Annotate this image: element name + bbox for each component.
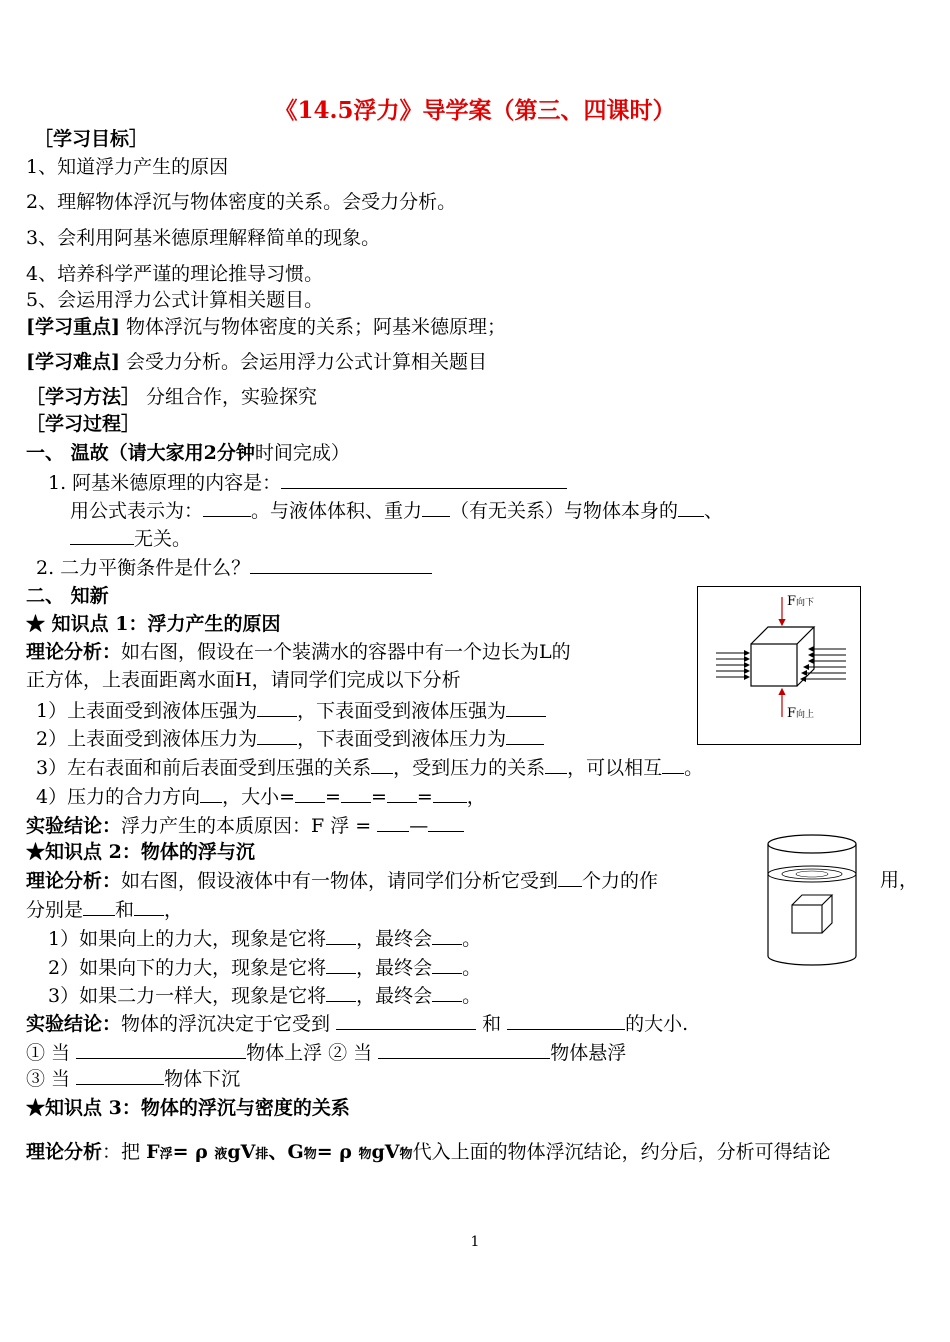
c3-c: 。 (462, 985, 482, 1007)
r2: ② 当 (328, 1042, 379, 1064)
answer-blank[interactable] (371, 755, 393, 774)
page-number: 1 (470, 1234, 480, 1250)
k3-rho-sub2: 物 (358, 1147, 372, 1162)
k1-analysis (26, 640, 571, 664)
objectives-heading: ［学习目标］ (34, 128, 149, 150)
k2-analysis-f: ， (164, 899, 184, 921)
answer-blank[interactable] (203, 498, 251, 517)
cube-pressure-figure (697, 586, 861, 745)
beaker-diagram (764, 832, 864, 972)
k1-step-4 (36, 784, 486, 809)
review-q1-formula (70, 498, 723, 523)
answer-blank[interactable] (83, 897, 115, 916)
key-point-label: [学习重点] (26, 316, 120, 338)
s4-eq: = (370, 786, 387, 808)
answer-blank[interactable] (432, 983, 462, 1002)
answer-blank[interactable] (295, 784, 325, 803)
k3-gv2: gV (371, 1141, 400, 1163)
k3-f: F (146, 1141, 160, 1163)
k2-analysis-c: 用， (880, 869, 919, 891)
answer-blank[interactable] (432, 955, 462, 974)
k2-title: ★知识点 2：物体的浮与沉 (26, 841, 255, 863)
s3-b: ，受到压力的关系 (393, 757, 546, 779)
c3-a: 3）如果二力一样大，现象是它将 (48, 985, 327, 1007)
method-label: ［学习方法］ (26, 386, 141, 408)
q1-end-text: 无关。 (134, 528, 192, 550)
force-up-f: F (787, 706, 797, 721)
review-q1 (48, 470, 567, 495)
k1-conclusion (26, 813, 464, 838)
process-heading: ［学习过程］ (26, 413, 141, 435)
s3-a: 3）左右表面和前后表面受到压强的关系 (36, 757, 372, 779)
s2-b: ，下表面受到液体压力为 (297, 728, 507, 750)
k1-analysis-label: 理论分析： (26, 641, 122, 663)
answer-blank[interactable] (250, 555, 432, 574)
k3-analysis-label: 理论分析 (26, 1141, 103, 1163)
k2-analysis-e: 和 (115, 899, 135, 921)
answer-blank[interactable] (558, 868, 582, 887)
answer-blank[interactable] (70, 526, 134, 545)
difficulty-text: 会受力分析。会运用浮力公式计算相关题目 (119, 351, 488, 373)
answer-blank[interactable] (432, 926, 462, 945)
k1-title: ★ 知识点 1：浮力产生的原因 (26, 613, 281, 635)
review-heading-a: 一、 温故（请大家用 (26, 442, 204, 464)
review-q1-end (70, 526, 191, 551)
difficulty (26, 350, 487, 374)
k1-analysis-cont: 正方体，上表面距离水面H，请同学们完成以下分析 (26, 669, 461, 691)
s4-eq: = (325, 786, 341, 808)
k2-analysis-cont (26, 897, 183, 922)
k3-tail: 代入上面的物体浮沉结论，约分后，分析可得结论 (412, 1141, 831, 1163)
key-point-text: 物体浮沉与物体密度的关系；阿基米德原理； (119, 316, 507, 338)
s3-c: ，可以相互 (567, 757, 663, 779)
c1-c: 。 (462, 928, 482, 950)
beaker-figure (764, 832, 864, 976)
force-down-f: F (787, 594, 797, 609)
c1-b: ，最终会 (356, 928, 433, 950)
r1-end: 物体上浮 (246, 1042, 329, 1064)
answer-blank[interactable] (281, 470, 567, 489)
k3-g-sub: 物 (303, 1147, 317, 1162)
objective-item: 2、理解物体浮沉与物体密度的关系。会受力分析。 (26, 191, 457, 213)
k3-analysis (26, 1140, 831, 1167)
key-point (26, 315, 506, 339)
review-q2 (36, 555, 432, 580)
review-heading-c: 时间完成） (254, 442, 350, 464)
r2-end: 物体悬浮 (550, 1042, 627, 1064)
answer-blank[interactable] (76, 1066, 164, 1085)
c2-c: 。 (462, 957, 482, 979)
answer-blank[interactable] (134, 897, 164, 916)
c1-a: 1）如果向上的力大，现象是它将 (48, 928, 327, 950)
k3-eq2: = ρ (316, 1141, 359, 1163)
answer-blank[interactable] (428, 813, 464, 832)
k1-step-3 (36, 755, 703, 780)
new-heading: 二、 知新 (26, 585, 109, 607)
r1: ① 当 (26, 1042, 77, 1064)
k2-analysis-label: 理论分析： (26, 870, 122, 892)
answer-blank[interactable] (545, 755, 567, 774)
objective-item: 1、知道浮力产生的原因 (26, 156, 229, 178)
answer-blank[interactable] (506, 726, 544, 745)
formula-b: 。与液体体积、重力 (251, 500, 423, 522)
k2-case-1 (48, 926, 481, 951)
r3: ③ 当 (26, 1068, 77, 1090)
force-down-label (787, 595, 814, 610)
force-up-label (787, 707, 814, 722)
s4-end: ， (466, 786, 486, 808)
r3-end: 物体下沉 (164, 1068, 241, 1090)
answer-blank[interactable] (200, 784, 222, 803)
answer-blank[interactable] (507, 1011, 625, 1030)
answer-blank[interactable] (678, 498, 704, 517)
review-heading-b: 2分钟 (203, 442, 255, 464)
answer-blank[interactable] (378, 1040, 550, 1059)
k2-conclusion-a: 物体的浮沉决定于它受到 (121, 1013, 337, 1035)
answer-blank[interactable] (257, 698, 297, 717)
k2-analysis-d: 分别是 (26, 899, 84, 921)
c2-b: ，最终会 (356, 957, 433, 979)
answer-blank[interactable] (326, 955, 356, 974)
review-q2-text: 2. 二力平衡条件是什么？ (36, 557, 251, 579)
k1-step-2 (36, 726, 544, 751)
objective-item: 4、培养科学严谨的理论推导习惯。 (26, 263, 324, 285)
k3-v-sub1: 排 (255, 1147, 269, 1162)
formula-d: 、 (704, 500, 724, 522)
objective-item: 3、会利用阿基米德原理解释简单的现象。 (26, 227, 381, 249)
k2-result-row-2 (26, 1066, 240, 1091)
k2-analysis-a: 如右图，假设液体中有一物体，请同学们分析它受到 (121, 870, 559, 892)
review-q1-text: 1. 阿基米德原理的内容是： (48, 472, 282, 494)
c3-b: ，最终会 (356, 985, 433, 1007)
answer-blank[interactable] (257, 726, 297, 745)
method-text: 分组合作，实验探究 (140, 386, 318, 408)
s3-d: 。 (684, 757, 704, 779)
k1-conclusion-a: 浮力产生的本质原因：F 浮 = (121, 815, 372, 837)
formula-c: （有无关系）与物体本身的 (450, 500, 679, 522)
k1-step-1 (36, 698, 546, 723)
difficulty-label: [学习难点] (26, 351, 120, 373)
formula-a: 用公式表示为： (70, 500, 204, 522)
k2-result-row (26, 1040, 626, 1065)
k2-analysis-b: 个力的作 (582, 870, 659, 892)
page-title: 《14.5浮力》导学案（第三、四课时） (274, 97, 676, 124)
k2-case-2 (48, 955, 481, 980)
k3-sep: 、 (268, 1141, 288, 1163)
force-up-sub: 向上 (796, 710, 815, 720)
k3-rho-sub1: 液 (214, 1147, 228, 1162)
cube-diagram (698, 587, 860, 744)
answer-blank[interactable] (662, 755, 684, 774)
objective-item: 5、会运用浮力公式计算相关题目。 (26, 289, 324, 311)
answer-blank[interactable] (336, 1011, 476, 1030)
answer-blank[interactable] (422, 498, 450, 517)
answer-blank[interactable] (387, 784, 417, 803)
k2-case-3 (48, 983, 481, 1008)
k3-title: ★知识点 3：物体的浮沉与密度的关系 (26, 1097, 350, 1119)
s4-a: 4）压力的合力方向 (36, 786, 201, 808)
answer-blank[interactable] (326, 983, 356, 1002)
k3-eq1: = ρ (172, 1141, 215, 1163)
k3-v-sub2: 物 (399, 1147, 413, 1162)
s4-eq: = (416, 786, 433, 808)
s4-b: ，大小= (222, 786, 296, 808)
s1-a: 1）上表面受到液体压强为 (36, 700, 258, 722)
k2-conclusion-label: 实验结论： (26, 1013, 122, 1035)
k1-analysis-text: 如右图，假设在一个装满水的容器中有一个边长为L的 (121, 641, 571, 663)
review-heading (26, 441, 350, 465)
k2-conclusion-c: 的大小. (625, 1013, 689, 1035)
k1-conclusion-dash: — (409, 815, 429, 837)
s2-a: 2）上表面受到液体压力为 (36, 728, 258, 750)
k1-conclusion-label: 实验结论： (26, 815, 122, 837)
answer-blank[interactable] (377, 813, 409, 832)
method (26, 385, 317, 409)
k3-gv: gV (227, 1141, 256, 1163)
answer-blank[interactable] (341, 784, 371, 803)
c2-a: 2）如果向下的力大，现象是它将 (48, 957, 327, 979)
s1-b: ，下表面受到液体压强为 (297, 700, 507, 722)
k2-conclusion-b: 和 (476, 1013, 508, 1035)
answer-blank[interactable] (433, 784, 467, 803)
k3-g: G (287, 1141, 304, 1163)
k2-conclusion (26, 1011, 688, 1036)
force-down-sub: 向下 (796, 598, 815, 608)
answer-blank[interactable] (326, 926, 356, 945)
k2-analysis (26, 868, 658, 893)
k3-f-sub: 浮 (159, 1147, 173, 1162)
answer-blank[interactable] (76, 1040, 246, 1059)
answer-blank[interactable] (506, 698, 546, 717)
k3-analysis-a: ：把 (102, 1141, 147, 1163)
